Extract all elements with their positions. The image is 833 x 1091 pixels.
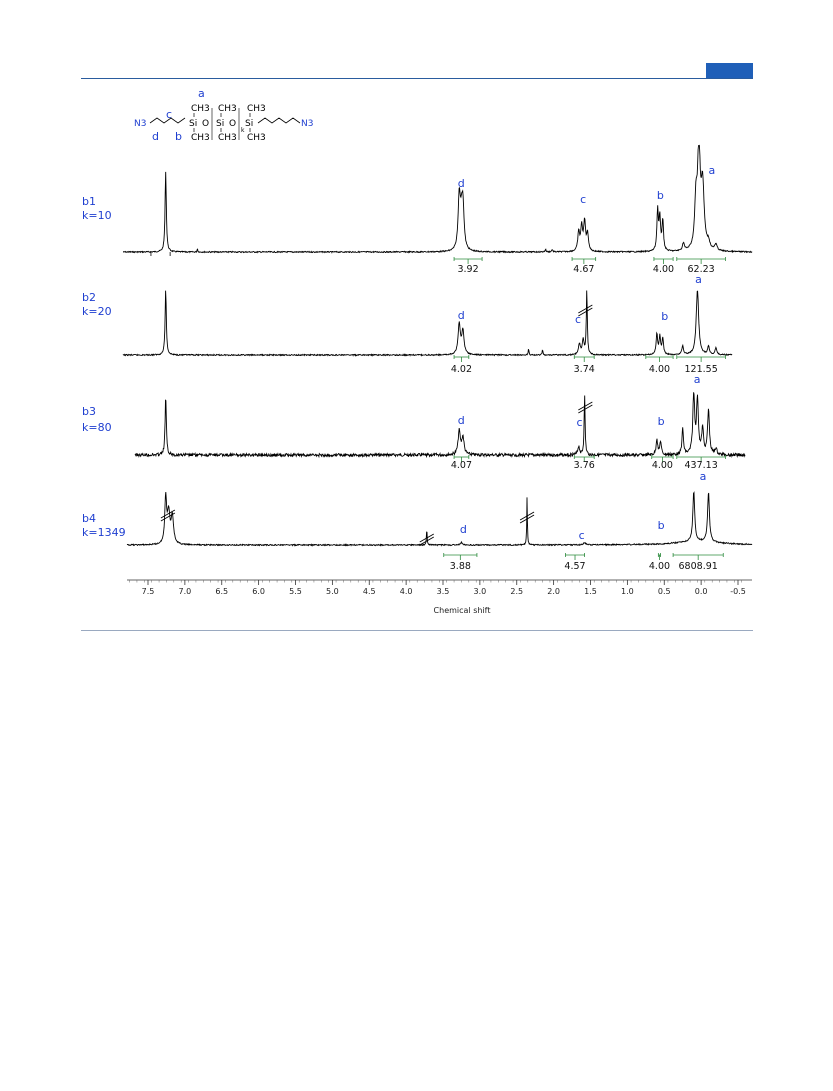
- structure-o-2: O: [229, 119, 237, 129]
- integral-value: 3.88: [449, 561, 471, 572]
- footer-rule: [81, 630, 753, 631]
- integral-value: 3.74: [573, 364, 595, 375]
- integral-b2-0: [451, 355, 472, 375]
- integral-b1-0: [454, 257, 482, 275]
- peak-label-d-b2: d: [457, 309, 465, 322]
- peak-label-b-b3: b: [657, 415, 665, 428]
- series-k-label-b2: k=20: [82, 305, 112, 318]
- peak-label-a-b1: a: [708, 164, 716, 177]
- x-tick-label-12: 1.5: [584, 587, 597, 596]
- series-name-b1: b1: [82, 195, 96, 208]
- integral-b3-1: [574, 455, 595, 471]
- series-name-b4: b4: [82, 512, 96, 525]
- x-tick-label-13: 1.0: [621, 587, 634, 596]
- spectrum-trace-b2: [123, 291, 732, 356]
- series-k-label-b4: k=1349: [82, 526, 126, 539]
- x-tick-label-7: 4.0: [399, 587, 413, 596]
- x-tick-label-2: 6.5: [215, 587, 229, 596]
- structure-ch3-5: CH3: [218, 133, 237, 143]
- peak-label-a-b3: a: [693, 373, 701, 386]
- integral-b2-2: [646, 355, 673, 375]
- peak-label-c-b2: c: [574, 313, 582, 326]
- integral-b3-0: [451, 455, 472, 471]
- structure-label-d: d: [152, 130, 159, 143]
- x-tick-label-0: 7.5: [141, 587, 155, 596]
- structure-n3-right: N3: [301, 119, 314, 129]
- peak-label-c-b1: c: [580, 193, 587, 206]
- structure-ch3-2: CH3: [218, 104, 237, 114]
- x-tick-label-16: -0.5: [730, 587, 746, 596]
- integral-b1-2: [653, 257, 674, 275]
- peak-label-a-b4: a: [699, 470, 707, 483]
- spectrum-b1: [82, 146, 752, 276]
- structure-ch3-3: CH3: [247, 104, 266, 114]
- peak-label-c-b3: c: [576, 416, 583, 429]
- structure-k: k: [241, 127, 245, 134]
- spectrum-b2: [82, 273, 732, 375]
- structure-si-3: Si: [245, 119, 254, 129]
- x-tick-label-6: 4.5: [362, 587, 376, 596]
- structure-ch3-1: CH3: [191, 104, 210, 114]
- integral-b4-3: [673, 553, 723, 572]
- integral-value: 6808.91: [678, 561, 718, 572]
- x-tick-label-5: 5.0: [326, 587, 339, 596]
- integral-value: 3.92: [457, 264, 479, 275]
- peak-label-d-b4: d: [459, 523, 467, 536]
- integral-value: 4.02: [450, 364, 473, 375]
- series-name-b3: b3: [82, 405, 96, 418]
- x-tick-label-3: 6.0: [252, 587, 265, 596]
- x-axis-title: Chemical shift: [433, 606, 491, 615]
- structure-ch3-6: CH3: [247, 133, 266, 143]
- peak-label-d-b1: d: [457, 177, 465, 190]
- peak-label-b-b1: b: [656, 189, 664, 202]
- spectra: [82, 146, 752, 573]
- integral-b3-3: [677, 455, 726, 471]
- x-axis: [127, 580, 752, 615]
- chemical-structure: [134, 87, 313, 143]
- integral-value: 62.23: [687, 264, 715, 275]
- integral-b2-1: [574, 355, 595, 375]
- structure-chain-right: [258, 118, 300, 123]
- integral-value: 3.76: [573, 460, 595, 471]
- integral-b2-3: [677, 355, 726, 375]
- structure-si-2: Si: [216, 119, 225, 129]
- integral-value: 4.67: [573, 264, 595, 275]
- integral-value: 4.57: [564, 561, 586, 572]
- series-k-label-b3: k=80: [82, 421, 112, 434]
- series-name-b2: b2: [82, 291, 96, 304]
- integral-b3-2: [652, 455, 673, 471]
- x-tick-label-8: 3.5: [436, 587, 450, 596]
- structure-label-b: b: [175, 130, 182, 143]
- x-tick-label-11: 2.0: [547, 587, 560, 596]
- integral-b4-1: [564, 553, 585, 572]
- integral-b4-0: [444, 553, 477, 572]
- integral-value: 4.00: [652, 264, 675, 275]
- spectrum-trace-b3: [135, 392, 745, 456]
- structure-label-a: a: [198, 87, 205, 100]
- break-mark-b2-0: [578, 305, 592, 316]
- integral-value: 4.00: [648, 561, 671, 572]
- x-tick-label-15: 0.0: [694, 587, 708, 596]
- peak-label-b-b4: b: [657, 519, 665, 532]
- structure-si-1: Si: [189, 119, 198, 129]
- x-tick-label-10: 2.5: [510, 587, 524, 596]
- series-k-label-b1: k=10: [82, 209, 112, 222]
- x-tick-label-9: 3.0: [473, 587, 487, 596]
- peak-label-d-b3: d: [457, 414, 465, 427]
- integral-value: 437.13: [684, 460, 718, 471]
- x-tick-label-1: 7.0: [178, 587, 192, 596]
- peak-label-b-b2: b: [661, 310, 669, 323]
- spectrum-b4: [82, 470, 752, 572]
- structure-n3-left: N3: [134, 119, 147, 129]
- x-tick-label-4: 5.5: [289, 587, 302, 596]
- integral-b1-1: [572, 257, 596, 275]
- integral-value: 4.07: [450, 460, 473, 471]
- structure-ch3-4: CH3: [191, 133, 210, 143]
- peak-label-a-b2: a: [695, 273, 702, 286]
- x-tick-label-14: 0.5: [657, 587, 671, 596]
- integral-value: 4.00: [648, 364, 671, 375]
- integral-b4-2: [649, 553, 670, 572]
- spectrum-b3: [82, 373, 745, 471]
- structure-o-1: O: [202, 119, 210, 129]
- structure-label-c: c: [166, 108, 173, 121]
- integral-value: 4.00: [651, 460, 673, 471]
- integral-value: 121.55: [684, 364, 718, 375]
- peak-label-c-b4: c: [578, 529, 585, 542]
